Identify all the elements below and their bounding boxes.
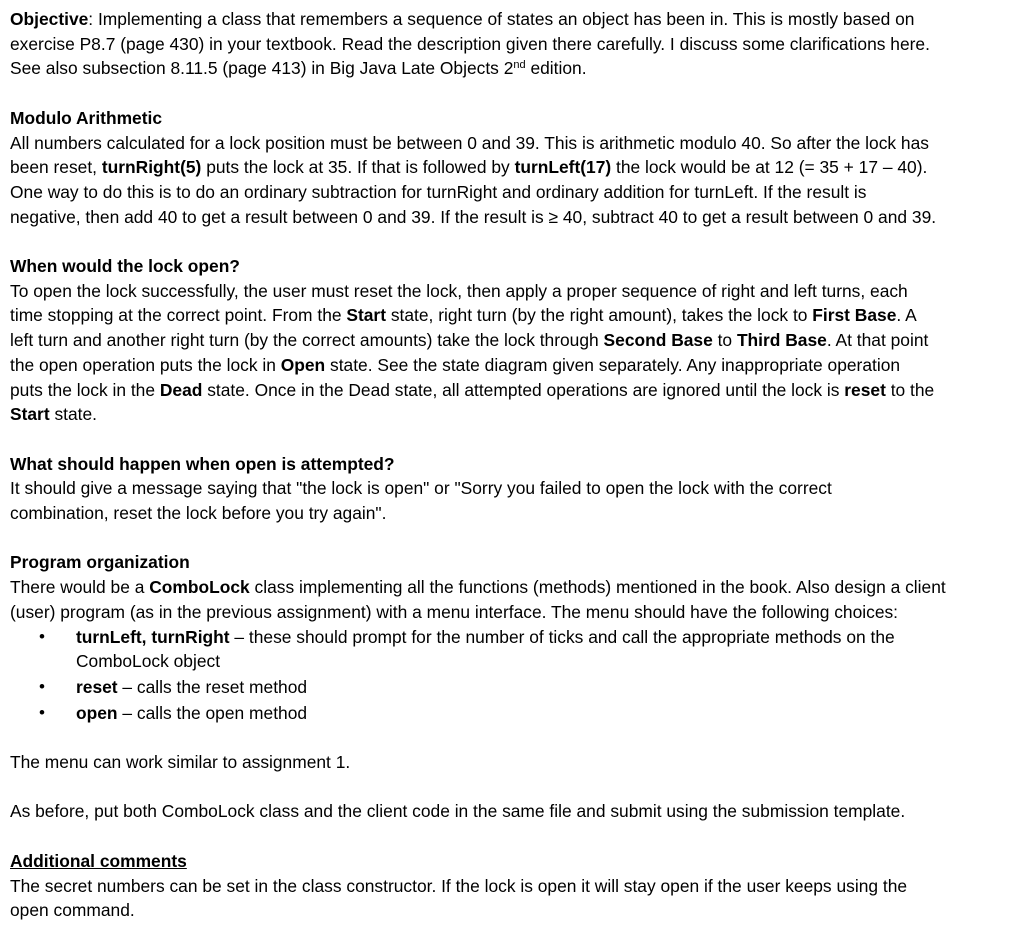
- additional-comments-heading: Additional comments: [10, 850, 187, 871]
- objective-label: Objective: [10, 9, 89, 29]
- list-item: • reset – calls the reset method: [10, 675, 1010, 700]
- program-organization-heading: Program organization: [10, 552, 190, 573]
- menu-note: The menu can work similar to assignment 1.: [10, 752, 351, 773]
- modulo-heading: Modulo Arithmetic: [10, 107, 162, 128]
- lock-open-heading: When would the lock open?: [10, 256, 240, 276]
- bullet-icon: •: [39, 626, 45, 646]
- objective-paragraph: Objective: Implementing a class that remembers a sequence of states an object has been in. This is mostly based on exercise P8.7 (page 430) in your textbook. Read the description given there carefully. I discuss some clarifications here. See also subsection 8.11.5 (page 413) in Big Java Late Objects 2nd edition.: [10, 9, 930, 79]
- open-attempt-heading: What should happen when open is attempted?: [10, 453, 395, 474]
- superscript-nd: nd: [513, 59, 526, 72]
- program-organization-section: Program organization There would be a ComboLock class implementing all the functions (methods) mentioned in the book. Also design a client (user) program (as in the previous assignment) with a menu interface. The menu should have the following choices:: [10, 552, 946, 622]
- bullet-icon: •: [39, 702, 45, 722]
- open-attempt-section: What should happen when open is attempted? It should give a message saying that "the lock is open" or "Sorry you failed to open the lock with the correct combination, reset the lock before you try again".: [10, 453, 832, 524]
- modulo-section: Modulo Arithmetic All numbers calculated for a lock position must be between 0 and 39. This is arithmetic modulo 40. So after the lock has been reset, turnRight(5) puts the lock at 35. If that is followed by turnLeft(17) the lock would be at 12 (= 35 + 17 – 40). One way to do this is to do an ordinary subtraction for turnRight and ordinary addition for turnLeft. If the result is negative, then add 40 to get a result between 0 and 39. If the result is ≥ 40, subtract 40 to get a result between 0 and 39.: [10, 107, 937, 227]
- bullet-icon: •: [39, 676, 45, 696]
- lock-open-section: When would the lock open? To open the lock successfully, the user must reset the lock, then apply a proper sequence of right and left turns, each time stopping at the correct point. From the Start state, right turn (by the right amount), takes the lock to First Base. A left turn and another right turn (by the correct amounts) take the lock through Second Base to Third Base. At that point the open operation puts the lock in Open state. See the state diagram given separately. Any inappropriate operation puts the lock in the Dead state. Once in the Dead state, all attempted operations are ignored until the lock is reset to the Start state.: [10, 256, 935, 425]
- additional-comments-section: Additional comments The secret numbers can be set in the class constructor. If the lock is open it will stay open if the user keeps using the open command.: [10, 850, 908, 921]
- list-item: • turnLeft, turnRight – these should prompt for the number of ticks and call the appropriate methods on the ComboLock object: [39, 626, 895, 672]
- menu-choices-list: [10, 625, 1010, 726]
- submission-note: As before, put both ComboLock class and the client code in the same file and submit using the submission template.: [10, 801, 906, 822]
- list-item: • open – calls the open method: [10, 701, 1010, 726]
